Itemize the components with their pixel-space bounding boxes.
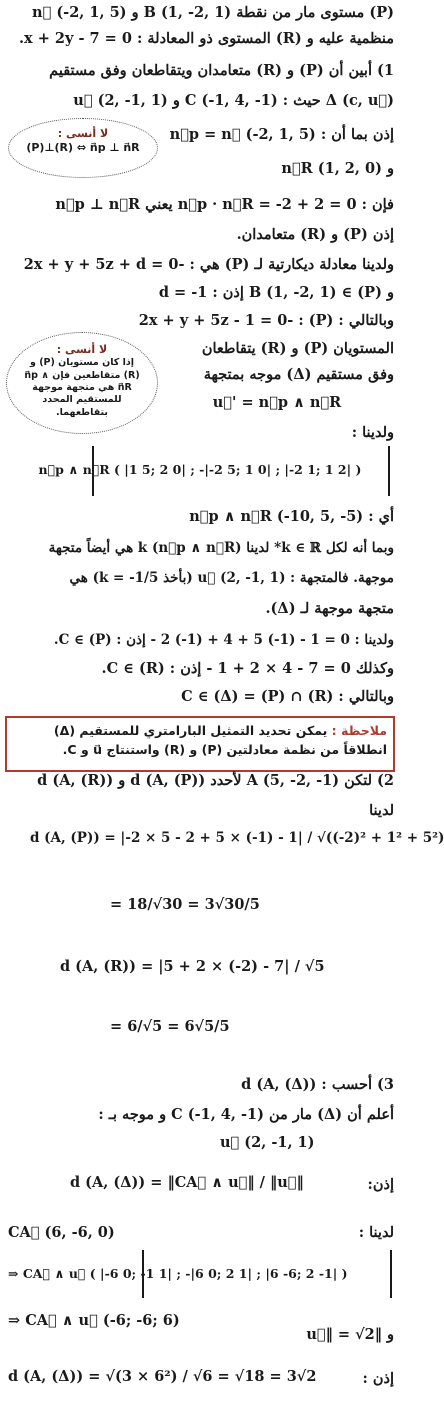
cross-product-result: أي : n⃗p ∧ n⃗R (-10, 5, -5) [189,508,394,525]
therefore-label: إذن: [367,1176,394,1193]
distance-a-p-value: = 18/√30 = 3√30/5 [110,896,260,913]
reminder-bubble-cross-product [6,332,158,434]
bracket-right-2 [390,1250,392,1298]
we-have-label-2: لدينا [369,802,394,819]
reminder-head: لا أنسى : [56,343,108,356]
line-delta-info: أعلم أن (Δ) مار من C (-1, 4, -1) و موجه بـ : [98,1106,394,1123]
distance-a-delta-result: d (A, (Δ)) = √(3 × 6²) / √6 = √18 = 3√2 [8,1368,317,1385]
distance-a-delta-formula: d (A, (Δ)) = ‖CA⃗ ∧ u⃗‖ / ‖u⃗‖ [70,1174,304,1191]
scalar-multiple-line-3: متجهة موجهة لـ (Δ). [265,600,394,617]
dot-product-line: فإن : n⃗p · n⃗R = -2 + 2 = 0 يعني n⃗p ⊥ n⃗R [55,196,394,213]
ca-cross-u-determinants: ⇒ CA⃗ ∧ u⃗ ( |-6 0; -1 1| ; -|6 0; 2 1| ; |6 -6; 2 -1| ) [8,1266,348,1281]
normal-r-line: و n⃗R (1, 2, 0) [281,160,394,177]
distance-a-p-formula: d (A, (P)) = |-2 × 5 - 2 + 5 × (-1) - 1| / √((-2)² + 1² + 5²) [30,830,444,846]
point-b-line: و B (1, -2, 1) ∈ (P) إذن : d = -1 [158,284,394,301]
problem-line-2: منظمية عليه و (R) المستوى ذو المعادلة : x + 2y - 7 = 0. [18,30,394,47]
vector-ca: CA⃗ (6, -6, 0) [8,1224,115,1241]
c-in-p-line: ولدينا : 0 = 1 - (1-) 5 + 4 + (1-) 2 - إذن : C ∈ (P). [53,632,394,648]
question-3-line: 3) أحسب : d (A, (Δ)) [241,1076,394,1093]
remark-box [5,716,395,772]
direction-vector-line: u⃗' = n⃗p ∧ n⃗R [212,394,342,411]
question-2-line: 2) لتكن A (5, -2, -1) لأحدد d (A, (P)) و d (A, (R)) [37,772,394,789]
reminder-bubble-perpendicular [8,118,158,178]
problem-line-1: (P) مستوى مار من نقطة B (1, -2, 1) و n⃗ (-2, 1, 5) [32,4,394,21]
reminder-head: لا أنسى : [57,127,109,140]
vector-u-line: u⃗ (2, -1, 1) [220,1134,315,1151]
question-1-line-1: 1) أبين أن (P) و (R) متعامدان ويتقاطعان وفق مستقيم [49,62,394,79]
remark-tag: ملاحظة : [331,723,387,738]
normal-p-line: إذن بما أن : n⃗p = n⃗ (-2, 1, 5) [169,126,394,143]
c-in-delta-line: وبالتالي : C ∈ (Δ) = (P) ∩ (R) [181,688,394,705]
reminder-text: (P)⊥(R) ⇔ n⃗p ⊥ n⃗R [26,141,140,155]
ca-cross-u-result: ⇒ CA⃗ ∧ u⃗ (-6; -6; 6) [8,1312,180,1329]
cartesian-equation-line: ولدينا معادلة ديكارتية لـ (P) هي : -2x + y + 5z + d = 0 [23,256,394,273]
cross-product-determinants: n⃗p ∧ n⃗R ( |1 5; 2 0| ; -|-2 5; 1 0| ; |-2 1; 1 2| ) [38,462,362,477]
intersect-line-2: وفق مستقيم (Δ) موجه بمتجهة [203,366,394,383]
distance-a-r-formula: d (A, (R)) = |5 + 2 × (-2) - 7| / √5 [60,958,325,975]
we-have-label: ولدينا : [351,424,394,441]
c-in-r-line: وكذلك 0 = 7 - 4 × 2 + 1 - إذن : C ∈ (R). [101,660,394,677]
scalar-multiple-line-1: وبما أنه لكل k ∈ ℝ* لدينا k (n⃗p ∧ n⃗R) هي أيضاً متجهة [48,540,394,556]
final-label: إذن : [362,1370,394,1387]
we-have-label-3: لدينا : [358,1224,394,1241]
question-1-line-2: Δ (c, u⃗) حيث : C (-1, 4, -1) و u⃗ (2, -1, 1) [73,92,394,109]
remark-text: يمكن تحديد التمثيل البارامتري للمستقيم (Δ) انطلاقاً من نظمة معادلتين (P) و (R) واستنتاج u⃗ و C. [53,723,387,757]
equation-p-result: وبالتالي : (P) : -2x + y + 5z - 1 = 0 [138,312,394,329]
reminder-text: إذا كان مستويان (P) و (R) متقاطعين فإن n⃗p ∧ n⃗R هي متجهة موجهة للمستقيم المحدد بتقاطعهما. [24,357,140,418]
norm-u-line: و ‖u⃗‖ = √2 [306,1326,394,1343]
scalar-multiple-line-2: موجهة. فالمتجهة : u⃗ (2, -1, 1) (بأخذ k = -1/5) هي [69,570,394,586]
distance-a-r-value: = 6/√5 = 6√5/5 [110,1018,230,1035]
intersect-line-1: المستويان (P) و (R) يتقاطعان [201,340,394,357]
perpendicular-conclusion: إذن (P) و (R) متعامدان. [236,226,394,243]
